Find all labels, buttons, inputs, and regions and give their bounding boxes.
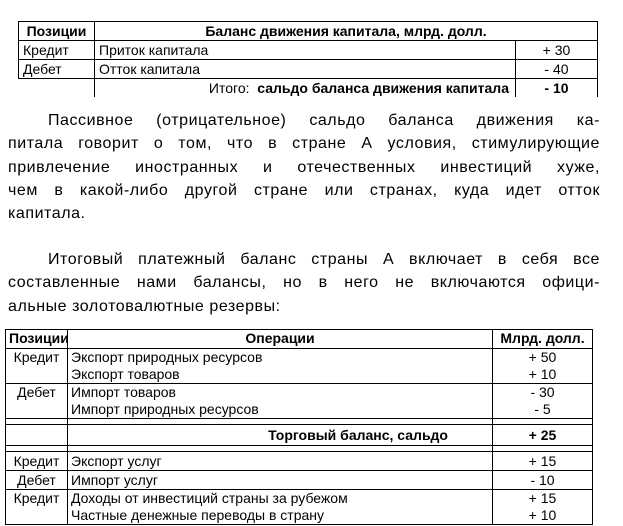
header-positions: Позиции <box>6 330 68 349</box>
operations-cell <box>68 490 493 525</box>
operations-cell <box>68 384 493 419</box>
trade-balance-row <box>6 425 593 446</box>
text-line: питала говорит о том, что в стране А условия, стимулирующие <box>8 135 600 153</box>
capital-balance-table <box>18 21 598 97</box>
text-line: чем в какой-либо другой стране или странах, куда идет отток <box>8 181 600 199</box>
position-cell: Кредит <box>6 490 68 525</box>
operation-item: Доходы от инвестиций страны за рубежом <box>71 490 348 506</box>
empty-cell <box>19 79 95 98</box>
position-cell: Дебет <box>19 60 95 79</box>
value-cell: + 30 <box>515 41 597 60</box>
values-cell <box>493 490 593 525</box>
text-line: альные золотовалютные резервы: <box>8 297 281 315</box>
table-header-row <box>19 22 598 41</box>
operation-item: Частные денежные переводы в страну <box>71 507 325 523</box>
position-cell: Дебет <box>6 384 68 419</box>
operation-cell: Экспорт услуг <box>68 452 493 471</box>
header-billion-dollars: Млрд. долл. <box>493 330 593 349</box>
operation-item: Импорт товаров <box>71 384 176 400</box>
table-row <box>6 349 593 384</box>
table-row <box>19 60 598 79</box>
position-cell: Кредит <box>19 41 95 60</box>
empty-cell <box>6 425 68 446</box>
operation-cell: Приток капитала <box>95 41 516 60</box>
header-operations: Операции <box>68 330 493 349</box>
total-label: сальдо баланса движения капитала <box>257 79 509 96</box>
paragraph-capital-outflow <box>8 109 600 225</box>
paragraph-final-balance <box>8 248 600 318</box>
trade-balance-label: Торговый баланс, сальдо <box>68 425 493 446</box>
operations-cell <box>68 349 493 384</box>
table-header-row <box>6 330 593 349</box>
value-item: + 10 <box>528 366 557 382</box>
operation-cell: Импорт услуг <box>68 471 493 490</box>
table-row <box>6 490 593 525</box>
total-label-cell <box>95 79 516 98</box>
text-line: Итоговый платежный баланс страны А включает в себя все <box>48 251 600 268</box>
value-item: + 10 <box>528 507 557 523</box>
value-cell: - 10 <box>493 471 593 490</box>
table-row <box>19 41 598 60</box>
value-cell: - 40 <box>515 60 597 79</box>
text-line: привлечение иностранных и отечественных инвестиций хуже, <box>8 158 600 176</box>
payment-balance-table <box>5 329 593 525</box>
value-item: - 5 <box>534 401 551 417</box>
position-cell: Дебет <box>6 471 68 490</box>
value-item: + 15 <box>528 490 557 506</box>
values-cell <box>493 349 593 384</box>
total-value: - 10 <box>515 79 597 98</box>
operation-item: Экспорт природных ресурсов <box>71 349 263 365</box>
table-row <box>6 471 593 490</box>
header-capital-balance: Баланс движения капитала, млрд. долл. <box>95 22 598 41</box>
header-positions: Позиции <box>19 22 95 41</box>
total-row <box>19 79 598 98</box>
value-item: + 50 <box>528 349 557 365</box>
total-prefix: Итого: <box>208 79 250 96</box>
trade-balance-value: + 25 <box>493 425 593 446</box>
position-cell: Кредит <box>6 349 68 384</box>
values-cell <box>493 384 593 419</box>
table-row <box>6 452 593 471</box>
operation-item: Импорт природных ресурсов <box>71 401 259 417</box>
value-item: - 30 <box>530 384 555 400</box>
operation-cell: Отток капитала <box>95 60 516 79</box>
value-cell: + 15 <box>493 452 593 471</box>
text-line: Пассивное (отрицательное) сальдо баланса движения ка- <box>48 112 600 129</box>
text-line: составленные нами балансы, но в него не включаются офици- <box>8 274 600 292</box>
text-line: капитала. <box>8 205 86 223</box>
table-row <box>6 384 593 419</box>
position-cell: Кредит <box>6 452 68 471</box>
operation-item: Экспорт товаров <box>71 366 180 382</box>
